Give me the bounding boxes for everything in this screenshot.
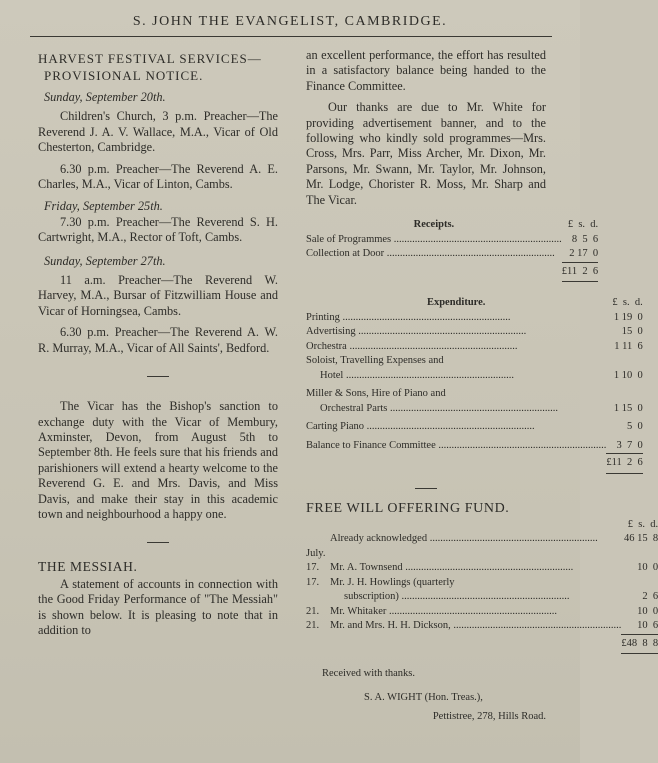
row-label: Miller & Sons, Hire of Piano and: [306, 388, 446, 400]
row-label: Mr. Whitaker: [330, 605, 387, 617]
row-day: 17.: [306, 576, 320, 588]
table-row: [306, 354, 643, 383]
paragraph-evening-20: 6.30 p.m. Preacher—The Reverend A. E. Charles, M.A., Vicar of Linton, Cambs.: [38, 161, 278, 192]
month-label: July.: [306, 547, 326, 559]
table-row: [306, 416, 643, 435]
paragraph-childrens-church: Children's Church, 3 p.m. Preacher—The Reverend J. A. V. Wallace, M.A., Vicar of Old Chesterton, Cambridge.: [38, 109, 278, 155]
date-sunday-27: Sunday, September 27th.: [44, 253, 166, 268]
row-day: 21.: [306, 605, 320, 617]
section-divider: [147, 542, 169, 543]
receipts-total: £11 2 6: [562, 262, 598, 282]
table-row: [306, 233, 598, 248]
paragraph-messiah: A statement of accounts in connection with the Good Friday Performance of "The Messiah" is shown below. It is pleasing to note that in addition to: [38, 576, 278, 637]
left-column: [38, 48, 278, 638]
currency-columns: £ s. d.: [627, 518, 658, 530]
paragraph-bishop-sanction: The Vicar has the Bishop's sanction to exchange duty with the Vicar of Membury, Axminster, Devon, from August 5th to September 8th. He feels sure that his friends and parishioners will extend a hearty welcome to the Reverend G. E. and Mrs. Davis, and Miss Davis, and make their stay in this academic town and neighbourhood a happy one.: [38, 399, 278, 521]
row-amount: 2 6: [642, 591, 658, 603]
table-row: [306, 311, 643, 326]
row-label: Sale of Programmes: [306, 233, 392, 245]
expenditure-total: £11 2 6: [606, 454, 642, 474]
row-amount: 5 0: [627, 421, 643, 433]
row-label: Orchestra: [306, 340, 347, 352]
messiah-title: THE MESSIAH.: [38, 559, 138, 575]
row-amount: 10 0: [637, 562, 658, 574]
page-header: S. JOHN THE EVANGELIST, CAMBRIDGE.: [132, 14, 448, 29]
table-row: [306, 340, 643, 355]
freewill-total: £48 8 8: [621, 634, 658, 654]
receipts-heading: Receipts.: [413, 219, 455, 231]
treasurer-address: Pettistree, 278, Hills Road.: [432, 711, 546, 723]
paragraph-evening-27: 6.30 p.m. Preacher—The Reverend A. W. R. Murray, M.A., Vicar of All Saints', Bedford.: [38, 325, 278, 355]
date-friday-25: Friday, September 25th.: [44, 199, 163, 214]
row-amount: 1 11 6: [614, 340, 643, 352]
expenditure-heading: Expenditure.: [426, 297, 486, 309]
received-note: Received with thanks.: [322, 668, 416, 680]
paragraph-morning-27: 11 a.m. Preacher—The Reverend W. Harvey, M.A., Bursar of Fitzwilliam House and Vicar of Horningsea, Cambs.: [38, 273, 278, 318]
row-amount: 8 5 6: [571, 233, 599, 245]
already-amount: 46 15 8: [624, 533, 658, 545]
row-day: 21.: [306, 620, 320, 632]
table-row: [306, 325, 643, 340]
row-amount: 10 0: [637, 605, 658, 617]
row-amount: 1 15 0: [613, 402, 643, 414]
treasurer-signature: S. A. WIGHT (Hon. Treas.),: [364, 691, 483, 703]
row-label: Printing: [306, 311, 340, 323]
table-row: [306, 619, 658, 634]
paragraph-performance: an excellent performance, the effort has resulted in a satisfactory balance being handed to the Finance Committee.: [306, 48, 546, 93]
expenditure-table: [306, 296, 643, 474]
table-row: [306, 532, 658, 547]
table-row: [306, 605, 658, 620]
row-label-cont: Hotel: [320, 369, 344, 381]
table-row: [306, 247, 598, 262]
row-label: Mr. J. H. Howlings (quarterly: [330, 576, 455, 588]
row-amount: 10 6: [637, 620, 658, 632]
row-label: Balance to Finance Committee: [306, 439, 436, 451]
row-label-cont: Orchestral Parts: [320, 402, 388, 414]
row-label: Advertising: [306, 326, 356, 338]
table-row: [306, 576, 658, 605]
paragraph-thanks: Our thanks are due to Mr. White for providing advertisement banner, and to the following who kindly sold programmes—Mrs. Cross, Mrs. Parr, Miss Archer, Mr. Dixon, Mr. Parsons, Mr. Swann, Mr. Taylor, Mr. Johnson, Mr. Lodge, Chorister R. Moss, Mr. Sharp and The Vicar.: [306, 100, 546, 207]
row-amount: 15 0: [621, 326, 643, 338]
section-divider: [147, 376, 169, 377]
receipts-table: [306, 218, 598, 282]
row-label: Mr. A. Townsend: [330, 562, 403, 574]
date-sunday-20: Sunday, September 20th.: [44, 90, 166, 104]
row-amount: 1 10 0: [613, 369, 643, 381]
row-label: Carting Piano: [306, 421, 365, 433]
table-row: [306, 383, 643, 416]
row-label: Collection at Door: [306, 248, 385, 260]
table-row: [306, 435, 643, 454]
freewill-title: FREE WILL OFFERING FUND.: [306, 500, 510, 516]
currency-columns: £ s. d.: [612, 297, 643, 309]
harvest-title-line-1: HARVEST FESTIVAL SERVICES—: [38, 51, 262, 66]
already-label: Already acknowledged: [330, 533, 428, 545]
row-amount: 3 7 0: [616, 439, 643, 451]
header-rule: [30, 36, 552, 37]
row-label-cont: subscription): [344, 591, 399, 603]
paragraph-friday-25: 7.30 p.m. Preacher—The Reverend S. H. Cartwright, M.A., Rector of Toft, Cambs.: [38, 214, 278, 245]
row-amount: 2 17 0: [569, 248, 599, 260]
table-row: [306, 561, 658, 576]
row-label: Mr. and Mrs. H. H. Dickson,: [330, 620, 451, 632]
currency-columns: £ s. d.: [567, 219, 599, 231]
row-day: 17.: [306, 562, 320, 574]
row-amount: 1 19 0: [613, 311, 643, 323]
freewill-table: [306, 518, 658, 655]
section-divider: [415, 488, 437, 489]
harvest-title-line-2: PROVISIONAL NOTICE.: [44, 68, 204, 83]
right-column: [306, 48, 658, 725]
row-label: Soloist, Travelling Expenses and: [306, 355, 444, 367]
